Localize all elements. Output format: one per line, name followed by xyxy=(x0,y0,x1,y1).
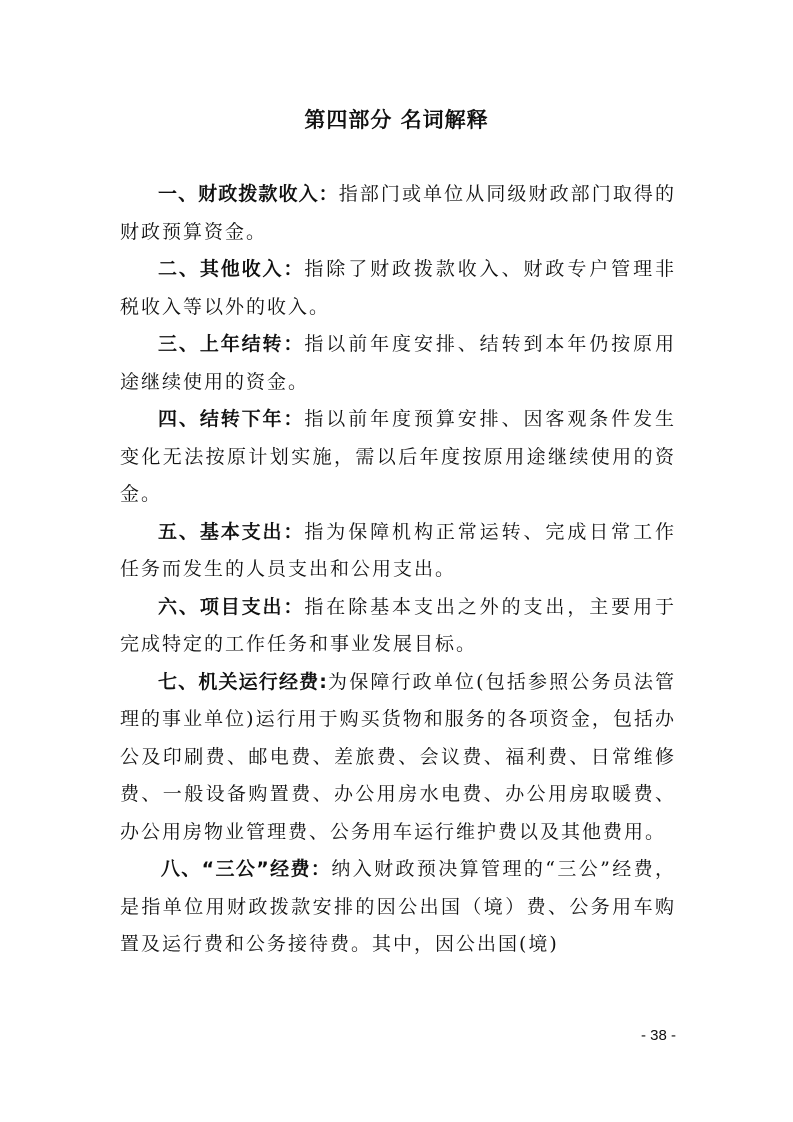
definition-text: 指以前年度安排、结转到本年仍按原用途继续使用的资金。 xyxy=(120,333,676,393)
definition-text: 指为保障机构正常运转、完成日常工作任务而发生的人员支出和公用支出。 xyxy=(120,520,676,580)
definition-1 xyxy=(120,176,676,251)
page-title: 第四部分 名词解释 xyxy=(304,108,489,132)
definition-2 xyxy=(120,251,676,326)
body-text xyxy=(120,176,676,964)
definition-text: 指以前年度预算安排、因客观条件发生变化无法按原计划实施，需以后年度按原用途继续使用的资金。 xyxy=(120,408,676,505)
definition-4 xyxy=(120,401,676,514)
term-label: 二、其他收入： xyxy=(158,258,305,280)
definition-text: 指部门或单位从同级财政部门取得的财政预算资金。 xyxy=(120,183,676,243)
definition-3 xyxy=(120,326,676,401)
page-number: - 38 - xyxy=(640,1027,676,1044)
term-label: 三、上年结转： xyxy=(158,333,305,355)
term-label: 七、机关运行经费: xyxy=(158,670,328,693)
definition-text: 指在除基本支出之外的支出，主要用于完成特定的工作任务和事业发展目标。 xyxy=(120,595,676,655)
definition-7 xyxy=(120,664,676,852)
definition-5 xyxy=(120,514,676,589)
definition-text: 指除了财政拨款收入、财政专户管理非税收入等以外的收入。 xyxy=(120,258,676,318)
term-label: 四、结转下年： xyxy=(158,408,305,430)
term-label: 六、项目支出： xyxy=(158,595,305,618)
definition-text: 纳入财政预决算管理的“三公”经费，是指单位用财政拨款安排的因公出国（境）费、公务用车购置及运行费和公务接待费。其中，因公出国(境) xyxy=(120,858,676,955)
term-label: 五、基本支出： xyxy=(158,520,305,543)
definition-8 xyxy=(120,851,676,964)
term-label: 一、财政拨款收入： xyxy=(158,183,339,205)
definition-text: 为保障行政单位(包括参照公务员法管理的事业单位)运行用于购买货物和服务的各项资金，包括办公及印刷费、邮电费、差旅费、会议费、福利费、日常维修费、一般设备购置费、办公用房水电费、办公用房取暖费、办公用房物业管理费、公务用车运行维护费以及其他费用。 xyxy=(120,670,676,843)
term-label: 八、“三公”经费： xyxy=(160,858,332,880)
definition-6 xyxy=(120,589,676,664)
